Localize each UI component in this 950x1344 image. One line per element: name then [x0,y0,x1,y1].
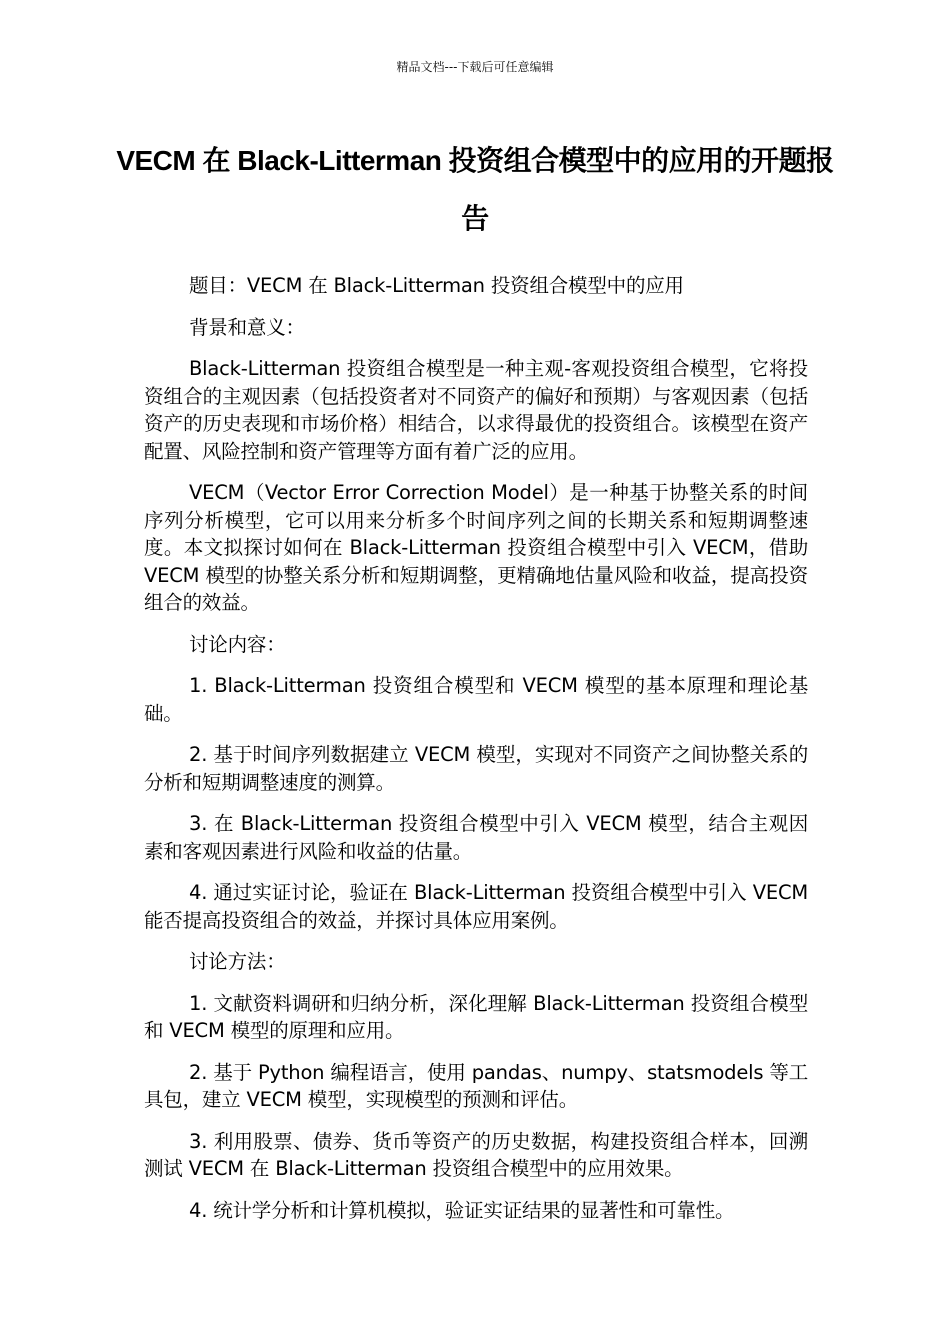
method-item-2: 2. 基于 Python 编程语言，使用 pandas、numpy、statsmodels 等工具包，建立 VECM 模型，实现模型的预测和评估。 [144,1060,808,1111]
method-item-1: 1. 文献资料调研和归纳分析，深化理解 Black-Litterman 投资组合模型和 VECM 模型的原理和应用。 [144,991,808,1042]
section-heading-background: 背景和意义： [189,315,305,339]
section-heading-method: 讨论方法： [189,950,286,973]
section-heading-content: 讨论内容： [189,632,286,656]
method-item-4: 4. 统计学分析和计算机模拟，验证实证结果的显著性和可靠性。 [189,1198,735,1222]
content-item-4: 4. 通过实证讨论，验证在 Black-Litterman 投资组合模型中引入 VECM 能否提高投资组合的效益，并探讨具体应用案例。 [144,881,808,932]
content-item-1: 1. Black-Litterman 投资组合模型和 VECM 模型的基本原理和理论基础。 [144,674,808,725]
paragraph-vecm: VECM（Vector Error Correction Model）是一种基于协整关系的时间序列分析模型，它可以用来分析多个时间序列之间的长期关系和短期调整速度。本文拟探讨如何在 Black-Litterman 投资组合模型中引入 VECM，借助 VECM 模型的协整关系分析和短期调整，更精确地估量风险和收益，提高投资组合的效益。 [144,481,808,614]
document-title: VECM 在 Black-Litterman 投资组合模型中的应用的开题报告 [116,145,834,234]
content-item-3: 3. 在 Black-Litterman 投资组合模型中引入 VECM 模型，结合主观因素和客观因素进行风险和收益的估量。 [144,812,808,863]
document-body [144,272,808,1238]
page-header-note: 精品文档---下载后可任意编辑 [396,60,554,74]
paragraph-black-litterman: Black-Litterman 投资组合模型是一种主观-客观投资组合模型，它将投资组合的主观因素（包括投资者对不同资产的偏好和预期）与客观因素（包括资产的历史表现和市场价格）相结合，以求得最优的投资组合。该模型在资产配置、风险控制和资产管理等方面有着广泛的应用。 [144,357,808,463]
method-item-3: 3. 利用股票、债券、货币等资产的历史数据，构建投资组合样本，回溯测试 VECM 在 Black-Litterman 投资组合模型中的应用效果。 [144,1129,808,1180]
content-item-2: 2. 基于时间序列数据建立 VECM 模型，实现对不同资产之间协整关系的分析和短期调整速度的测算。 [144,743,808,794]
topic-line: 题目：VECM 在 Black-Litterman 投资组合模型中的应用 [189,274,684,297]
